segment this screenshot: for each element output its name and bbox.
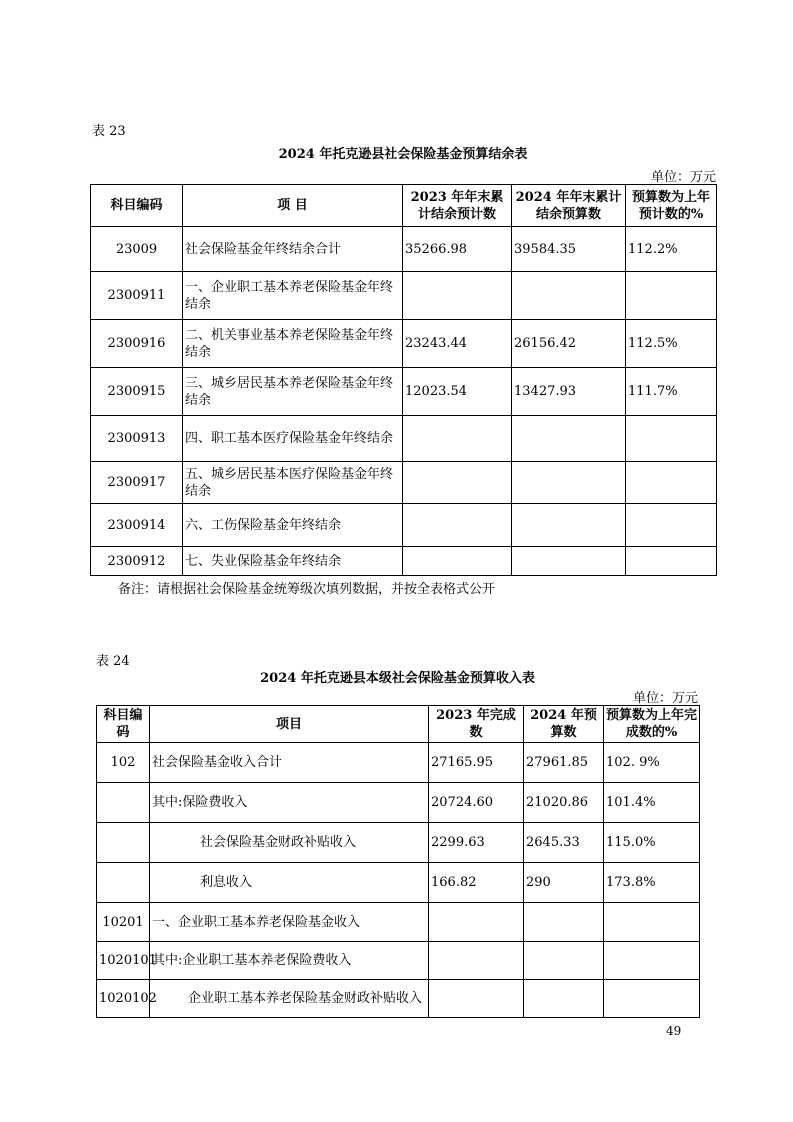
table23-cell-budget: [512, 504, 626, 547]
table23-header-code: 科目编码: [91, 185, 183, 227]
table24-row: [97, 942, 700, 980]
table23-cell-pct: [626, 462, 717, 504]
page-number: 49: [666, 1024, 682, 1038]
table23-cell-code: 2300916: [91, 320, 183, 368]
table23-cell-pct: [626, 272, 717, 320]
table24-cell-prev: 166.82: [429, 863, 524, 903]
table23-row: [91, 416, 717, 462]
table24-header-code: 科目编码: [97, 706, 150, 743]
table24-cell-prev: [429, 942, 524, 980]
table23-cell-prev: [403, 547, 512, 576]
table23-cell-prev: 35266.98: [403, 227, 512, 272]
table23-title: 2024 年托克逊县社会保险基金预算结余表: [278, 147, 528, 162]
table24-cell-code: 10201: [97, 903, 150, 942]
table24-cell-pct: [604, 903, 700, 942]
table23-cell-item: 六、工伤保险基金年终结余: [183, 504, 403, 547]
table24-cell-item: 社会保险基金财政补贴收入: [150, 823, 429, 863]
table23-cell-pct: [626, 416, 717, 462]
table23-cell-budget: [512, 416, 626, 462]
table24-cell-item: 其中:企业职工基本养老保险费收入: [150, 942, 429, 980]
table23-cell-item: 社会保险基金年终结余合计: [183, 227, 403, 272]
table23-header-budget: 2024 年年末累计结余预算数: [512, 185, 626, 227]
table24-cell-prev: [429, 903, 524, 942]
table23-cell-budget: 39584.35: [512, 227, 626, 272]
table24-cell-budget: 27961.85: [524, 743, 604, 783]
table24-unit: 单位：万元: [632, 691, 698, 706]
table23-cell-code: 23009: [91, 227, 183, 272]
table24-row: [97, 980, 700, 1018]
table23-cell-prev: [403, 504, 512, 547]
table23-cell-pct: 111.7%: [626, 368, 717, 416]
table24-header-pct: 预算数为上年完成数的%: [604, 706, 700, 743]
table23-cell-item: 五、城乡居民基本医疗保险基金年终结余: [183, 462, 403, 504]
table24-cell-prev: 27165.95: [429, 743, 524, 783]
table23-cell-pct: [626, 547, 717, 576]
table23-header-prev: 2023 年年末累计结余预计数: [403, 185, 512, 227]
table24-cell-budget: [524, 942, 604, 980]
table24-cell-item: 企业职工基本养老保险基金财政补贴收入: [150, 980, 429, 1018]
table23-cell-prev: 23243.44: [403, 320, 512, 368]
table23-row: [91, 547, 717, 576]
table23-row: [91, 227, 717, 272]
table23-unit: 单位：万元: [650, 170, 716, 185]
table23-cell-pct: [626, 504, 717, 547]
table24-cell-pct: 101.4%: [604, 783, 700, 823]
table24-cell-code: [97, 863, 150, 903]
table24-header-row: [97, 706, 700, 743]
table24-cell-pct: 102. 9%: [604, 743, 700, 783]
table23-cell-budget: [512, 272, 626, 320]
table24-cell-code: 102: [97, 743, 150, 783]
table24-cell-prev: 2299.63: [429, 823, 524, 863]
table23-cell-prev: 12023.54: [403, 368, 512, 416]
table23-note: 备注：请根据社会保险基金统筹级次填列数据，并按全表格式公开: [118, 582, 496, 597]
table24-row: [97, 783, 700, 823]
table23-cell-code: 2300915: [91, 368, 183, 416]
table23-row: [91, 368, 717, 416]
table24-title: 2024 年托克逊县本级社会保险基金预算收入表: [260, 671, 535, 686]
table24-header-budget: 2024 年预算数: [524, 706, 604, 743]
table24-cell-pct: [604, 980, 700, 1018]
table24-cell-item: 一、企业职工基本养老保险基金收入: [150, 903, 429, 942]
table24-cell-item: 利息收入: [150, 863, 429, 903]
table24-row: [97, 863, 700, 903]
table23-row: [91, 462, 717, 504]
table23-cell-code: 2300911: [91, 272, 183, 320]
table23-cell-item: 四、职工基本医疗保险基金年终结余: [183, 416, 403, 462]
table24-row: [97, 823, 700, 863]
table23: [90, 184, 717, 576]
table24-cell-code: 1020102: [97, 980, 150, 1018]
table24-row: [97, 903, 700, 942]
table23-cell-prev: [403, 416, 512, 462]
table24-cell-budget: 290: [524, 863, 604, 903]
table24: [96, 705, 700, 1018]
table23-cell-pct: 112.5%: [626, 320, 717, 368]
table24-cell-pct: [604, 942, 700, 980]
table23-cell-code: 2300913: [91, 416, 183, 462]
table24-cell-code: [97, 823, 150, 863]
table23-header-pct: 预算数为上年预计数的%: [626, 185, 717, 227]
table23-cell-code: 2300914: [91, 504, 183, 547]
table24-cell-pct: 115.0%: [604, 823, 700, 863]
table24-label: 表 24: [96, 654, 130, 669]
table23-row: [91, 272, 717, 320]
table24-cell-item: 其中:保险费收入: [150, 783, 429, 823]
table24-cell-pct: 173.8%: [604, 863, 700, 903]
table23-header-row: [91, 185, 717, 227]
table23-cell-code: 2300917: [91, 462, 183, 504]
table23-cell-pct: 112.2%: [626, 227, 717, 272]
table23-label: 表 23: [92, 124, 126, 139]
table23-row: [91, 320, 717, 368]
table24-row: [97, 743, 700, 783]
table23-cell-budget: 26156.42: [512, 320, 626, 368]
table24-cell-budget: 2645.33: [524, 823, 604, 863]
table23-cell-budget: [512, 462, 626, 504]
table23-header-item: 项 目: [183, 185, 403, 227]
table24-cell-budget: 21020.86: [524, 783, 604, 823]
table23-cell-item: 一、企业职工基本养老保险基金年终结余: [183, 272, 403, 320]
table23-cell-item: 七、失业保险基金年终结余: [183, 547, 403, 576]
table23-cell-item: 三、城乡居民基本养老保险基金年终结余: [183, 368, 403, 416]
table23-cell-budget: [512, 547, 626, 576]
table23-cell-item: 二、机关事业基本养老保险基金年终结余: [183, 320, 403, 368]
table24-cell-code: [97, 783, 150, 823]
table24-cell-budget: [524, 980, 604, 1018]
table24-cell-budget: [524, 903, 604, 942]
table23-cell-prev: [403, 462, 512, 504]
table24-cell-item: 社会保险基金收入合计: [150, 743, 429, 783]
table24-header-item: 项目: [150, 706, 429, 743]
table24-cell-prev: [429, 980, 524, 1018]
table24-header-prev: 2023 年完成数: [429, 706, 524, 743]
table24-cell-prev: 20724.60: [429, 783, 524, 823]
table23-cell-code: 2300912: [91, 547, 183, 576]
table23-cell-budget: 13427.93: [512, 368, 626, 416]
table24-cell-code: 1020101: [97, 942, 150, 980]
table23-cell-prev: [403, 272, 512, 320]
table23-row: [91, 504, 717, 547]
